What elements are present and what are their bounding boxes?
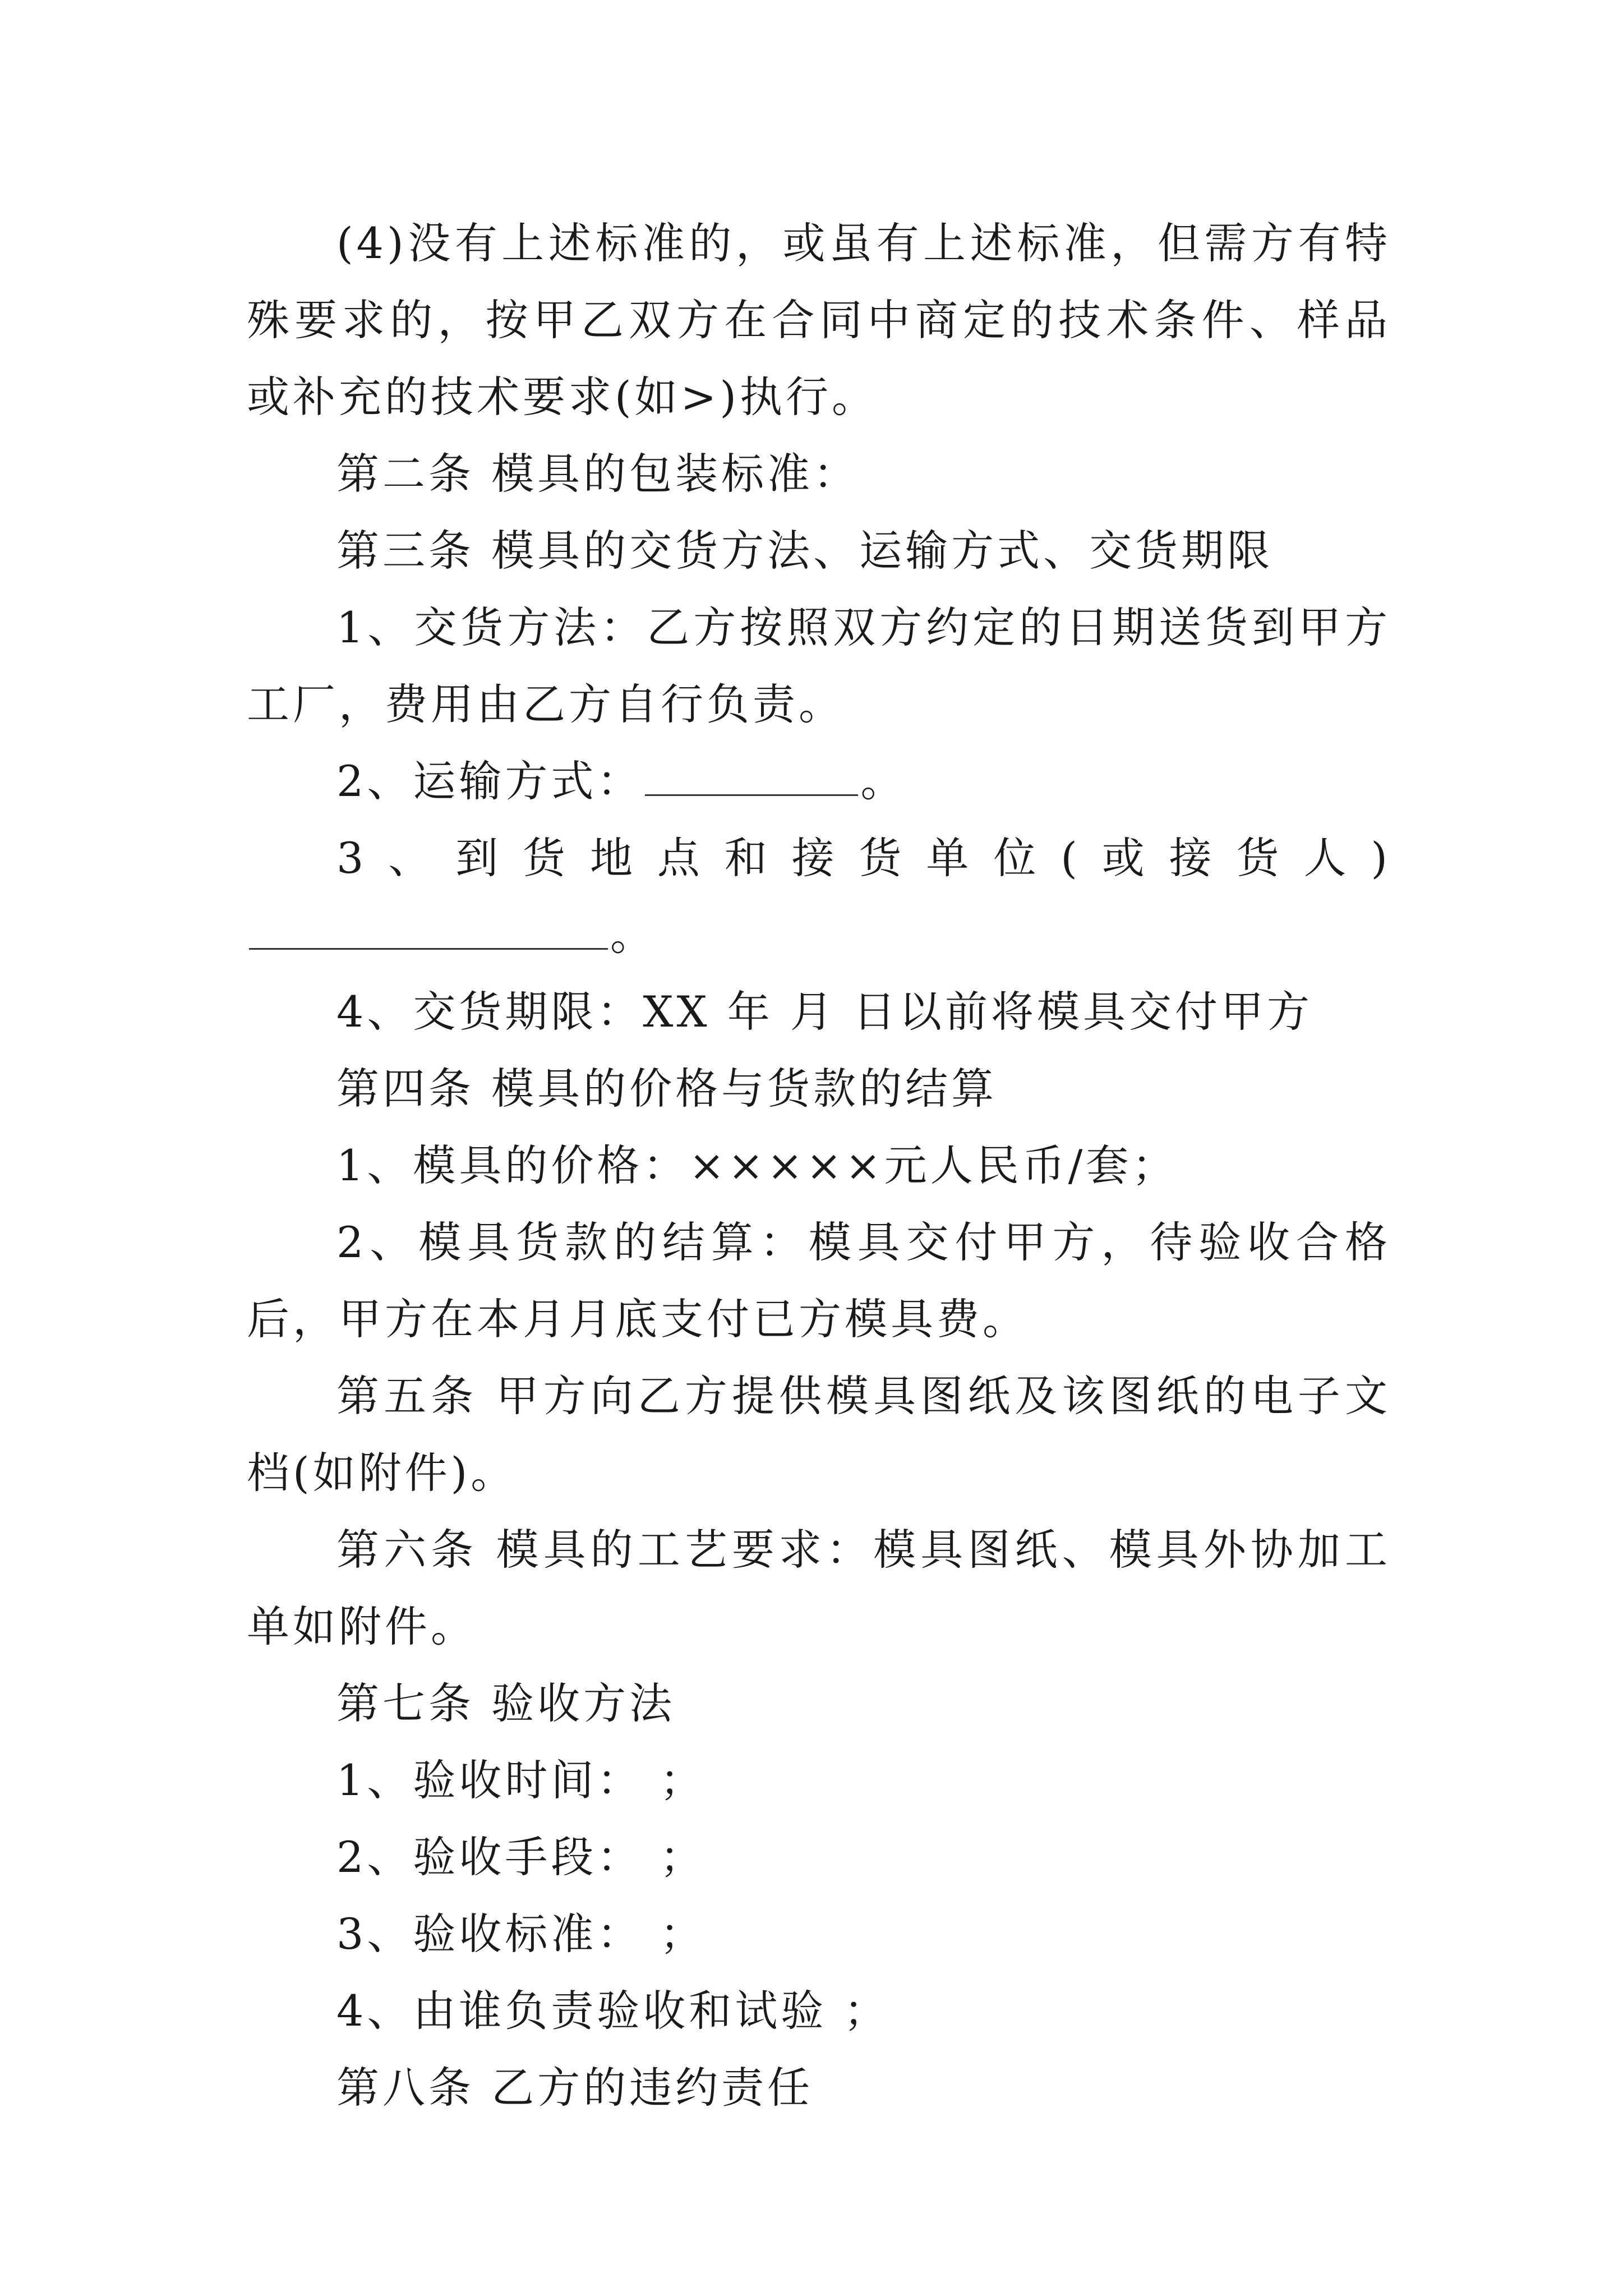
- transport-method-blank: [645, 755, 858, 796]
- transport-method: [247, 743, 1391, 820]
- mold-price: 1、模具的价格：×××××元人民币/套；: [336, 1140, 1178, 1190]
- article-8-heading: 第八条 乙方的违约责任: [336, 2063, 814, 2113]
- acceptance-time: 1、验收时间： ；: [336, 1755, 706, 1805]
- transport-method-label: 2、运输方式：: [336, 756, 643, 806]
- delivery-location-suffix: 。: [610, 910, 656, 960]
- delivery-location-label: 3、到货地点和接货单位(或接货人): [336, 833, 1391, 883]
- acceptance-standard: 3、验收标准： ；: [336, 1909, 706, 1959]
- delivery-method: 1、交货方法：乙方按照双方约定的日期送货到甲方工厂，费用由乙方自行负责。: [247, 602, 1391, 729]
- article-7-heading: 第七条 验收方法: [336, 1678, 676, 1728]
- delivery-location-blank: [249, 909, 608, 950]
- contract-text: [247, 205, 1391, 2126]
- article-5: 第五条 甲方向乙方提供模具图纸及该图纸的电子文档(如附件)。: [247, 1371, 1391, 1498]
- transport-method-suffix: 。: [860, 756, 907, 806]
- article-2-heading: 第二条 模具的包装标准：: [336, 449, 860, 499]
- payment-settlement: 2、模具货款的结算：模具交付甲方，待验收合格后，甲方在本月月底支付已方模具费。: [247, 1217, 1391, 1344]
- acceptance-responsible: 4、由谁负责验收和试验 ；: [336, 1986, 890, 2036]
- article-6: 第六条 模具的工艺要求：模具图纸、模具外协加工单如附件。: [247, 1525, 1391, 1651]
- delivery-location: [247, 820, 1391, 973]
- article-4-heading: 第四条 模具的价格与货款的结算: [336, 1064, 998, 1114]
- acceptance-means: 2、验收手段： ；: [336, 1832, 706, 1882]
- paragraph-special-requirements: (4)没有上述标准的，或虽有上述标准，但需方有特殊要求的，按甲乙双方在合同中商定的技术条件、样品或补充的技术要求(如>)执行。: [247, 218, 1391, 422]
- delivery-deadline: 4、交货期限：XX 年 月 日以前将模具交付甲方: [336, 987, 1313, 1037]
- article-3-heading: 第三条 模具的交货方法、运输方式、交货期限: [336, 526, 1274, 576]
